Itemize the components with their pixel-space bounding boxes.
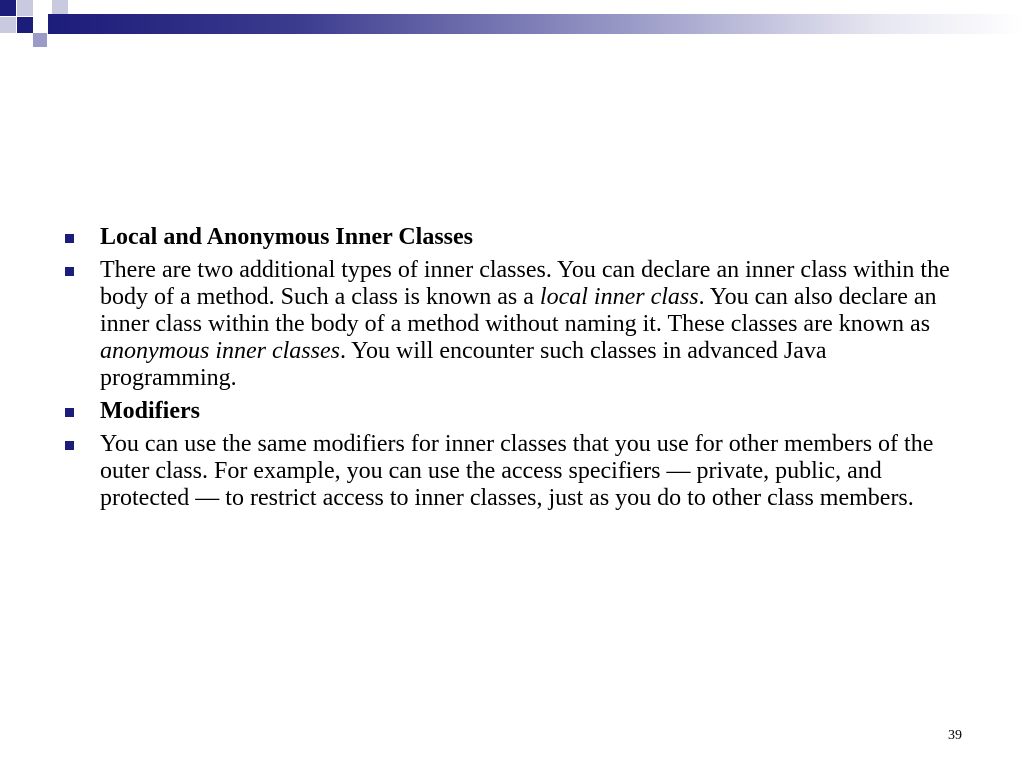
bullet-heading-local-anonymous [64,224,954,251]
paragraph-text: . You will encounter such classes in advanced Java programming. [100,338,827,391]
bullet-paragraph-modifiers [64,431,954,512]
decoration-square [17,0,33,16]
paragraph-text: . You can also declare an inner class within the body of a method without naming it. These classes are known as [100,284,937,337]
bullet-heading-modifiers [64,398,954,425]
bullet-heading-text: Local and Anonymous Inner Classes [100,224,473,250]
square-bullet-icon [65,441,74,450]
decoration-square [33,33,47,47]
decoration-square [52,0,68,14]
decoration-square [0,0,16,16]
bullet-list [64,224,954,512]
bullet-heading-text: Modifiers [100,398,200,424]
square-bullet-icon [65,267,74,276]
page-number: 39 [948,728,962,743]
decoration-square [0,17,16,33]
paragraph-text: You can use the same modifiers for inner classes that you use for other members of the outer class. For example, you can use the access specifiers — private, public, and protected — to restrict access to inner classes, just as you do to other class members. [100,431,934,511]
slide-body [64,224,954,518]
square-bullet-icon [65,408,74,417]
square-bullet-icon [65,234,74,243]
paragraph-text: There are two additional types of inner classes. You can declare an inner class within the body of a method. Such a class is known as a [100,257,950,310]
bullet-paragraph-inner-classes [64,257,954,392]
decoration-square [17,17,33,33]
header-gradient-bar [48,14,1024,34]
term-local-inner-class: local inner class [539,284,699,310]
term-anonymous-inner-classes: anonymous inner classes [100,338,340,364]
